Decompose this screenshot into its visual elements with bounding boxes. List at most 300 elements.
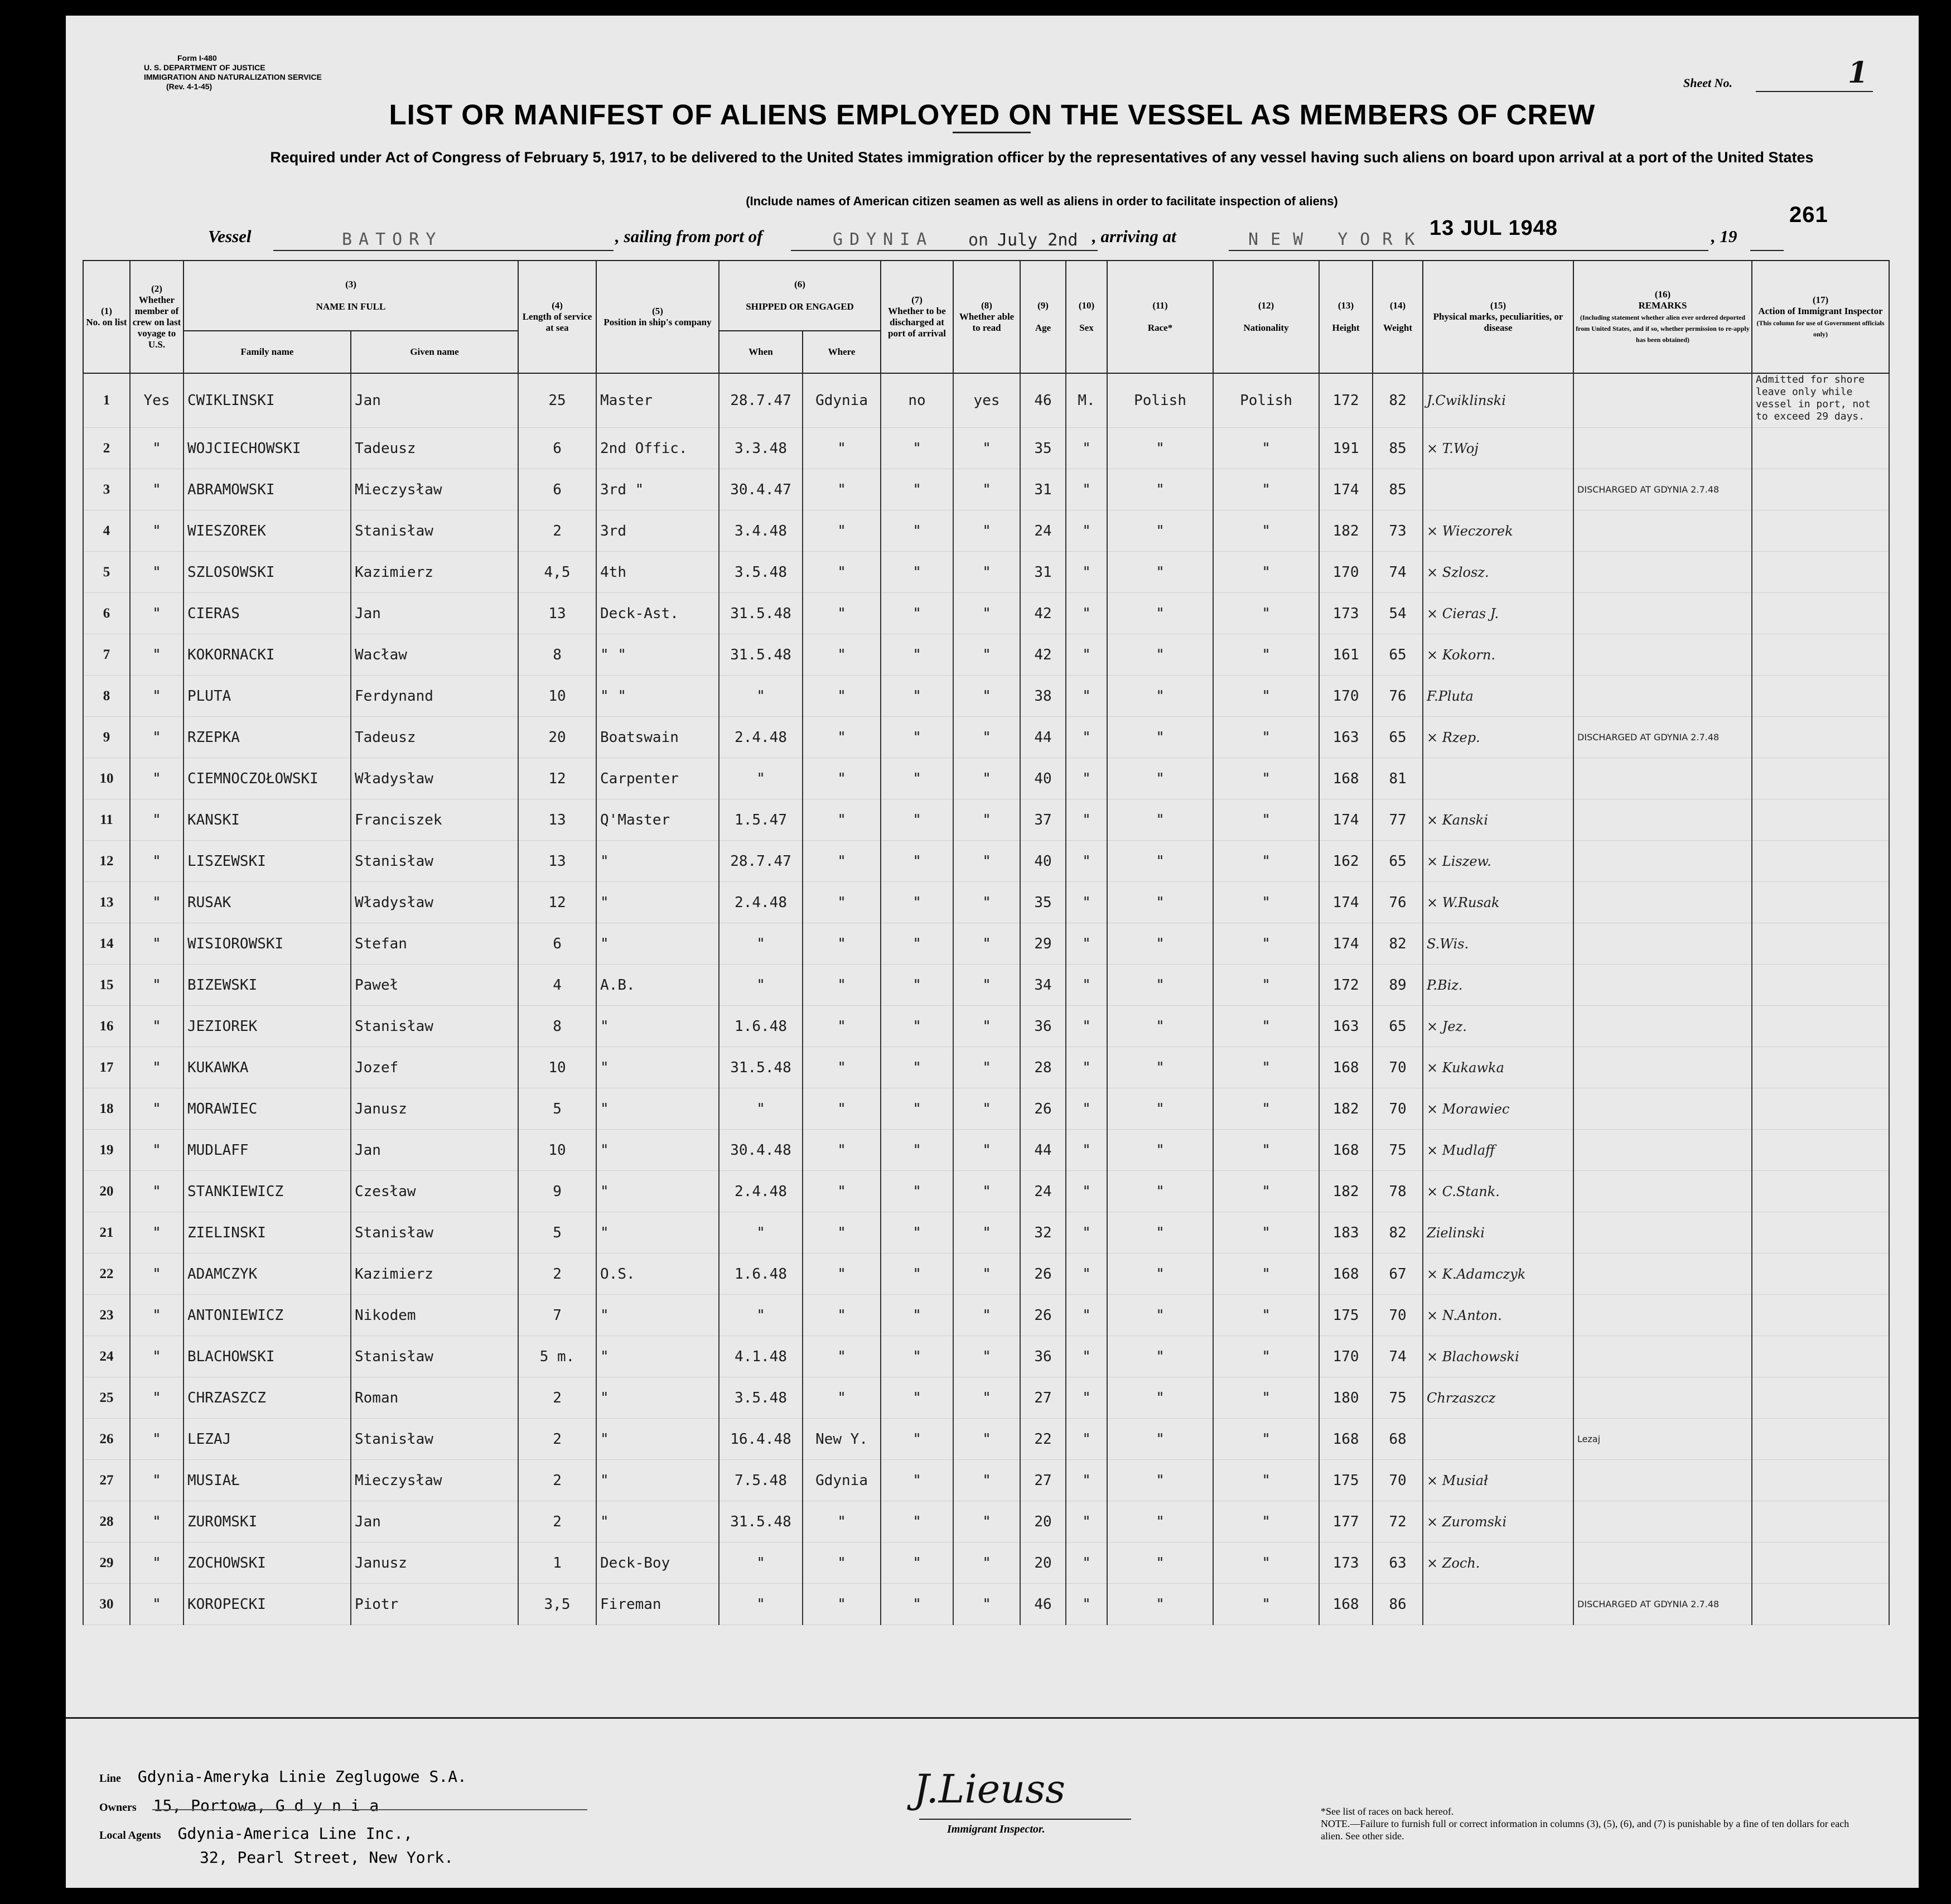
cell-position: " (596, 1336, 719, 1377)
cell-inspector-action (1752, 428, 1889, 469)
cell-row-number: 3 (83, 469, 130, 510)
cell-able-to-read: " (953, 1295, 1020, 1336)
cell-remarks (1573, 1130, 1752, 1171)
cell-physical-marks: × Kokorn. (1423, 634, 1573, 676)
cell-able-to-read: " (953, 469, 1020, 510)
cell-remarks: DISCHARGED AT GDYNIA 2.7.48 (1573, 717, 1752, 758)
cell-discharged: " (881, 1047, 953, 1088)
cell-given-name: Stanisław (351, 841, 518, 882)
cell-race: " (1107, 1377, 1213, 1419)
cell-discharged: " (881, 965, 953, 1006)
col-header-nationality: (12) Nationality (1213, 261, 1319, 373)
cell-service-length: 6 (518, 428, 596, 469)
cell-race: " (1107, 1460, 1213, 1501)
cell-race: " (1107, 1130, 1213, 1171)
cell-position: Q'Master (596, 799, 719, 841)
cell-row-number: 21 (83, 1212, 130, 1254)
cell-shipped-where: " (803, 923, 881, 965)
cell-inspector-action (1752, 552, 1889, 593)
cell-shipped-where: " (803, 1047, 881, 1088)
cell-shipped-when: 2.4.48 (719, 882, 803, 923)
cell-family-name: CIEMNOCZOŁOWSKI (183, 758, 351, 799)
cell-age: 46 (1020, 373, 1066, 428)
cell-last-voyage: " (130, 923, 183, 965)
cell-height: 161 (1319, 634, 1373, 676)
cell-inspector-action (1752, 1212, 1889, 1254)
cell-weight: 82 (1373, 923, 1423, 965)
cell-last-voyage: " (130, 965, 183, 1006)
cell-nationality: Polish (1213, 373, 1319, 428)
cell-shipped-when: " (719, 758, 803, 799)
cell-inspector-action (1752, 510, 1889, 552)
cell-inspector-action (1752, 1336, 1889, 1377)
cell-row-number: 14 (83, 923, 130, 965)
cell-sex: " (1066, 428, 1107, 469)
table-row (83, 1419, 1889, 1460)
cell-shipped-when: 28.7.47 (719, 373, 803, 428)
cell-weight: 70 (1373, 1295, 1423, 1336)
cell-family-name: WIESZOREK (183, 510, 351, 552)
cell-nationality: " (1213, 1460, 1319, 1501)
cell-shipped-where: Gdynia (803, 373, 881, 428)
cell-age: 26 (1020, 1295, 1066, 1336)
cell-physical-marks: × Blachowski (1423, 1336, 1573, 1377)
cell-service-length: 7 (518, 1295, 596, 1336)
col-header-age: (9) Age (1020, 261, 1066, 373)
cell-inspector-action (1752, 593, 1889, 634)
cell-height: 174 (1319, 469, 1373, 510)
cell-shipped-when: 28.7.47 (719, 841, 803, 882)
cell-physical-marks: × Mudlaff (1423, 1130, 1573, 1171)
cell-family-name: CHRZASZCZ (183, 1377, 351, 1419)
cell-height: 173 (1319, 1543, 1373, 1584)
cell-row-number: 15 (83, 965, 130, 1006)
cell-race: " (1107, 799, 1213, 841)
cell-row-number: 28 (83, 1501, 130, 1543)
cell-remarks: DISCHARGED AT GDYNIA 2.7.48 (1573, 1584, 1752, 1625)
cell-sex: " (1066, 965, 1107, 1006)
cell-remarks (1573, 1171, 1752, 1212)
table-row (83, 1501, 1889, 1543)
cell-position: 3rd " (596, 469, 719, 510)
cell-position: " (596, 1088, 719, 1130)
cell-inspector-action (1752, 1171, 1889, 1212)
cell-discharged: " (881, 799, 953, 841)
cell-last-voyage: " (130, 1336, 183, 1377)
cell-physical-marks: × Morawiec (1423, 1088, 1573, 1130)
cell-discharged: " (881, 758, 953, 799)
cell-weight: 78 (1373, 1171, 1423, 1212)
cell-race: " (1107, 469, 1213, 510)
cell-age: 27 (1020, 1377, 1066, 1419)
cell-height: 175 (1319, 1460, 1373, 1501)
cell-nationality: " (1213, 1295, 1319, 1336)
arriving-label: , arriving at (1092, 226, 1176, 246)
cell-discharged: " (881, 1295, 953, 1336)
cell-service-length: 2 (518, 1460, 596, 1501)
cell-able-to-read: " (953, 841, 1020, 882)
cell-last-voyage: " (130, 510, 183, 552)
cell-age: 37 (1020, 799, 1066, 841)
cell-given-name: Stanisław (351, 1419, 518, 1460)
cell-nationality: " (1213, 676, 1319, 717)
cell-family-name: ZIELINSKI (183, 1212, 351, 1254)
cell-inspector-action (1752, 1088, 1889, 1130)
cell-nationality: " (1213, 1047, 1319, 1088)
cell-family-name: BIZEWSKI (183, 965, 351, 1006)
cell-family-name: JEZIOREK (183, 1006, 351, 1047)
cell-shipped-where: " (803, 1171, 881, 1212)
inspector-label: Immigrant Inspector. (947, 1823, 1045, 1835)
sheet-number-line (1756, 91, 1873, 92)
cell-physical-marks: × Zoch. (1423, 1543, 1573, 1584)
cell-given-name: Czesław (351, 1171, 518, 1212)
subtitle-note: (Include names of American citizen seamen as well as aliens in order to facilitate inspection of aliens) (746, 194, 1338, 208)
cell-remarks (1573, 634, 1752, 676)
cell-discharged: " (881, 1171, 953, 1212)
cell-shipped-when: 31.5.48 (719, 1501, 803, 1543)
cell-last-voyage: " (130, 1006, 183, 1047)
cell-weight: 77 (1373, 799, 1423, 841)
table-row (83, 1377, 1889, 1419)
cell-discharged: " (881, 717, 953, 758)
cell-height: 170 (1319, 552, 1373, 593)
cell-position: " (596, 1130, 719, 1171)
table-row (83, 1088, 1889, 1130)
cell-sex: " (1066, 593, 1107, 634)
col-header-given-name: Given name (351, 331, 518, 373)
vessel-line-rule (273, 250, 614, 251)
cell-service-length: 6 (518, 469, 596, 510)
cell-discharged: " (881, 1254, 953, 1295)
cell-last-voyage: " (130, 1584, 183, 1625)
vessel-label: Vessel (208, 226, 252, 246)
cell-inspector-action: Admitted for shore leave only while vessel in port, not to exceed 29 days. (1752, 373, 1889, 428)
cell-remarks (1573, 1254, 1752, 1295)
cell-service-length: 10 (518, 676, 596, 717)
cell-last-voyage: " (130, 1212, 183, 1254)
cell-sex: " (1066, 799, 1107, 841)
cell-inspector-action (1752, 1543, 1889, 1584)
cell-shipped-where: " (803, 1377, 881, 1419)
cell-row-number: 7 (83, 634, 130, 676)
cell-nationality: " (1213, 923, 1319, 965)
cell-weight: 81 (1373, 758, 1423, 799)
cell-family-name: MORAWIEC (183, 1088, 351, 1130)
cell-remarks (1573, 510, 1752, 552)
cell-race: " (1107, 1047, 1213, 1088)
cell-service-length: 2 (518, 1501, 596, 1543)
table-row (83, 1336, 1889, 1377)
cell-physical-marks: × K.Adamczyk (1423, 1254, 1573, 1295)
cell-sex: " (1066, 923, 1107, 965)
cell-race: " (1107, 593, 1213, 634)
cell-family-name: LEZAJ (183, 1419, 351, 1460)
cell-shipped-where: " (803, 882, 881, 923)
table-row (83, 593, 1889, 634)
col-header-family-name: Family name (183, 331, 351, 373)
table-row (83, 1295, 1889, 1336)
cell-shipped-when: 3.5.48 (719, 1377, 803, 1419)
cell-discharged: " (881, 1584, 953, 1625)
cell-able-to-read: " (953, 758, 1020, 799)
cell-position: Fireman (596, 1584, 719, 1625)
cell-height: 168 (1319, 1419, 1373, 1460)
cell-shipped-where: " (803, 1501, 881, 1543)
cell-sex: " (1066, 1088, 1107, 1130)
cell-race: " (1107, 1006, 1213, 1047)
cell-shipped-when: " (719, 965, 803, 1006)
cell-physical-marks: × Liszew. (1423, 841, 1573, 882)
cell-nationality: " (1213, 758, 1319, 799)
cell-last-voyage: " (130, 717, 183, 758)
cell-shipped-where: " (803, 758, 881, 799)
cell-given-name: Mieczysław (351, 469, 518, 510)
col-header-no: (1) No. on list (83, 261, 130, 373)
cell-last-voyage: " (130, 428, 183, 469)
col-header-inspector-action: (17) Action of Immigrant Inspector (This column for use of Government officials only) (1752, 261, 1889, 373)
cell-sex: " (1066, 1419, 1107, 1460)
cell-race: " (1107, 428, 1213, 469)
table-row (83, 1006, 1889, 1047)
cell-sex: " (1066, 552, 1107, 593)
cell-able-to-read: " (953, 717, 1020, 758)
cell-able-to-read: " (953, 1501, 1020, 1543)
cell-family-name: ADAMCZYK (183, 1254, 351, 1295)
department-name: U. S. DEPARTMENT OF JUSTICE (144, 63, 265, 72)
cell-weight: 65 (1373, 634, 1423, 676)
cell-weight: 74 (1373, 1336, 1423, 1377)
cell-age: 32 (1020, 1212, 1066, 1254)
cell-inspector-action (1752, 1254, 1889, 1295)
cell-height: 168 (1319, 1254, 1373, 1295)
cell-position: " (596, 1501, 719, 1543)
cell-shipped-where: " (803, 1212, 881, 1254)
cell-shipped-where: " (803, 1130, 881, 1171)
cell-position: " (596, 1171, 719, 1212)
cell-service-length: 8 (518, 634, 596, 676)
cell-shipped-when: 4.1.48 (719, 1336, 803, 1377)
agents-label: Local Agents (99, 1829, 161, 1842)
cell-age: 31 (1020, 552, 1066, 593)
cell-discharged: " (881, 676, 953, 717)
cell-shipped-where: " (803, 1088, 881, 1130)
cell-height: 174 (1319, 882, 1373, 923)
cell-physical-marks: J.Cwiklinski (1423, 373, 1573, 428)
cell-age: 34 (1020, 965, 1066, 1006)
cell-nationality: " (1213, 717, 1319, 758)
cell-physical-marks (1423, 758, 1573, 799)
table-row (83, 717, 1889, 758)
cell-row-number: 20 (83, 1171, 130, 1212)
cell-family-name: KUKAWKA (183, 1047, 351, 1088)
cell-given-name: Roman (351, 1377, 518, 1419)
table-row (83, 1171, 1889, 1212)
cell-given-name: Mieczysław (351, 1460, 518, 1501)
cell-family-name: STANKIEWICZ (183, 1171, 351, 1212)
cell-service-length: 4,5 (518, 552, 596, 593)
cell-sex: " (1066, 676, 1107, 717)
cell-height: 168 (1319, 1047, 1373, 1088)
cell-shipped-when: " (719, 1584, 803, 1625)
cell-family-name: ZOCHOWSKI (183, 1543, 351, 1584)
cell-service-length: 10 (518, 1130, 596, 1171)
cell-discharged: " (881, 882, 953, 923)
cell-shipped-where: " (803, 552, 881, 593)
cell-given-name: Kazimierz (351, 1254, 518, 1295)
cell-physical-marks: P.Biz. (1423, 965, 1573, 1006)
cell-family-name: CIERAS (183, 593, 351, 634)
cell-able-to-read: " (953, 1419, 1020, 1460)
cell-able-to-read: " (953, 676, 1020, 717)
cell-able-to-read: " (953, 1543, 1020, 1584)
cell-last-voyage: " (130, 552, 183, 593)
cell-discharged: " (881, 1460, 953, 1501)
arriving-port: NEW YORK (1248, 230, 1427, 249)
cell-position: Master (596, 373, 719, 428)
cell-family-name: KOKORNACKI (183, 634, 351, 676)
cell-position: A.B. (596, 965, 719, 1006)
table-row (83, 799, 1889, 841)
cell-physical-marks: F.Pluta (1423, 676, 1573, 717)
cell-discharged: " (881, 593, 953, 634)
owners-value: 15, Portowa, G d y n i a (153, 1796, 379, 1815)
cell-sex: " (1066, 1171, 1107, 1212)
cell-race: " (1107, 1584, 1213, 1625)
cell-sex: " (1066, 634, 1107, 676)
cell-age: 26 (1020, 1088, 1066, 1130)
cell-position: " (596, 1212, 719, 1254)
cell-weight: 75 (1373, 1377, 1423, 1419)
cell-inspector-action (1752, 469, 1889, 510)
cell-discharged: " (881, 1543, 953, 1584)
cell-service-length: 12 (518, 882, 596, 923)
cell-remarks (1573, 1047, 1752, 1088)
vessel-name: BATORY (342, 230, 443, 249)
cell-given-name: Piotr (351, 1584, 518, 1625)
cell-sex: " (1066, 1377, 1107, 1419)
cell-weight: 85 (1373, 428, 1423, 469)
table-row (83, 841, 1889, 882)
cell-discharged: " (881, 1130, 953, 1171)
cell-sex: " (1066, 882, 1107, 923)
col-header-weight: (14) Weight (1373, 261, 1423, 373)
cell-remarks (1573, 923, 1752, 965)
cell-row-number: 12 (83, 841, 130, 882)
cell-discharged: " (881, 1006, 953, 1047)
cell-able-to-read: " (953, 593, 1020, 634)
cell-shipped-when: " (719, 1543, 803, 1584)
cell-discharged: " (881, 1336, 953, 1377)
cell-remarks (1573, 1336, 1752, 1377)
cell-given-name: Jan (351, 1130, 518, 1171)
cell-race: " (1107, 882, 1213, 923)
cell-remarks (1573, 758, 1752, 799)
cell-weight: 76 (1373, 676, 1423, 717)
owners-label: Owners (99, 1801, 137, 1814)
cell-nationality: " (1213, 469, 1319, 510)
cell-nationality: " (1213, 1006, 1319, 1047)
cell-last-voyage: " (130, 469, 183, 510)
cell-sex: " (1066, 1212, 1107, 1254)
cell-shipped-when: 3.5.48 (719, 552, 803, 593)
cell-inspector-action (1752, 1460, 1889, 1501)
cell-position: 3rd (596, 510, 719, 552)
cell-row-number: 9 (83, 717, 130, 758)
cell-height: 182 (1319, 1088, 1373, 1130)
cell-position: " (596, 1047, 719, 1088)
vessel-line (208, 226, 252, 247)
cell-age: 42 (1020, 593, 1066, 634)
cell-shipped-where: " (803, 841, 881, 882)
cell-race: " (1107, 1543, 1213, 1584)
cell-shipped-when: 3.4.48 (719, 510, 803, 552)
cell-given-name: Nikodem (351, 1295, 518, 1336)
cell-given-name: Jan (351, 373, 518, 428)
cell-given-name: Franciszek (351, 799, 518, 841)
cell-remarks (1573, 1006, 1752, 1047)
cell-inspector-action (1752, 882, 1889, 923)
cell-age: 29 (1020, 923, 1066, 965)
cell-height: 162 (1319, 841, 1373, 882)
cell-shipped-when: 30.4.47 (719, 469, 803, 510)
cell-service-length: 5 (518, 1088, 596, 1130)
cell-service-length: 5 (518, 1212, 596, 1254)
cell-shipped-when: 3.3.48 (719, 428, 803, 469)
cell-discharged: " (881, 510, 953, 552)
table-row (83, 758, 1889, 799)
cell-discharged: " (881, 552, 953, 593)
races-note: *See list of races on back hereof. (1321, 1806, 1454, 1817)
cell-row-number: 16 (83, 1006, 130, 1047)
cell-physical-marks (1423, 1419, 1573, 1460)
cell-row-number: 27 (83, 1460, 130, 1501)
cell-sex: " (1066, 1501, 1107, 1543)
footer-divider (66, 1717, 1919, 1719)
cell-service-length: 4 (518, 965, 596, 1006)
cell-height: 174 (1319, 923, 1373, 965)
cell-nationality: " (1213, 1584, 1319, 1625)
cell-family-name: PLUTA (183, 676, 351, 717)
cell-discharged: " (881, 841, 953, 882)
cell-given-name: Stanisław (351, 510, 518, 552)
col-header-where: Where (803, 331, 881, 373)
cell-given-name: Wacław (351, 634, 518, 676)
cell-row-number: 2 (83, 428, 130, 469)
cell-remarks (1573, 1377, 1752, 1419)
cell-nationality: " (1213, 510, 1319, 552)
cell-race: " (1107, 1088, 1213, 1130)
cell-physical-marks: × N.Anton. (1423, 1295, 1573, 1336)
cell-row-number: 6 (83, 593, 130, 634)
cell-age: 20 (1020, 1543, 1066, 1584)
cell-height: 174 (1319, 799, 1373, 841)
cell-age: 38 (1020, 676, 1066, 717)
cell-family-name: ABRAMOWSKI (183, 469, 351, 510)
col-header-when: When (719, 331, 803, 373)
col-header-last-voyage: (2) Whether member of crew on last voyage to U.S. (130, 261, 183, 373)
cell-shipped-when: 1.6.48 (719, 1254, 803, 1295)
cell-height: 172 (1319, 373, 1373, 428)
page-title: LIST OR MANIFEST OF ALIENS EMPLOYED ON THE VESSEL AS MEMBERS OF CREW (389, 99, 1596, 131)
cell-discharged: " (881, 1377, 953, 1419)
cell-given-name: Janusz (351, 1543, 518, 1584)
cell-sex: " (1066, 469, 1107, 510)
cell-weight: 74 (1373, 552, 1423, 593)
cell-shipped-when: 16.4.48 (719, 1419, 803, 1460)
cell-position: " (596, 1460, 719, 1501)
cell-age: 36 (1020, 1006, 1066, 1047)
